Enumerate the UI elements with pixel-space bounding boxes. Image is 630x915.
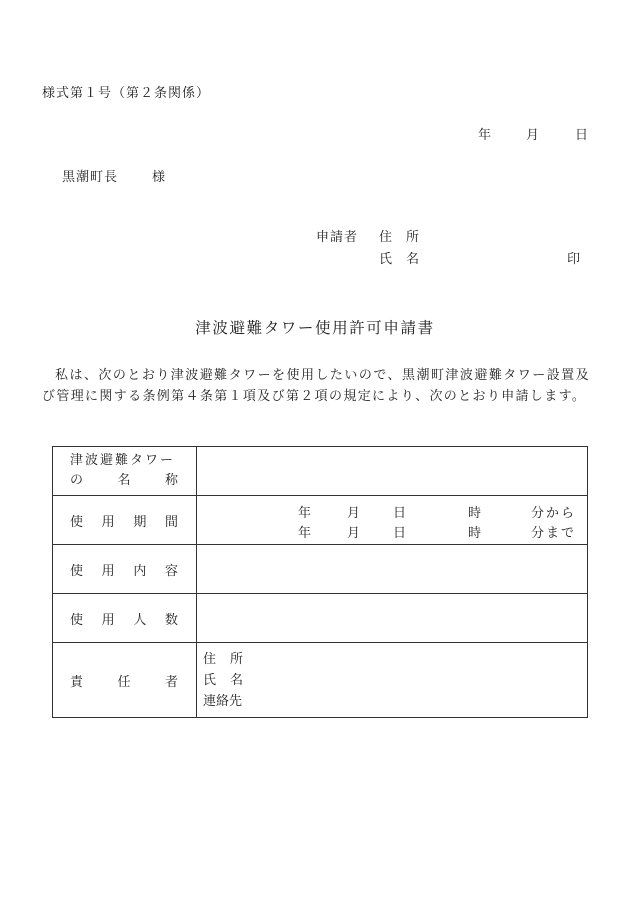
label-char: 使 xyxy=(70,514,84,530)
label-char: 任 xyxy=(117,674,131,690)
table-row-tower-name xyxy=(53,447,588,496)
period-from-year: 年 xyxy=(298,506,312,521)
period-from-month: 月 xyxy=(347,506,361,521)
period-from-day: 日 xyxy=(393,506,407,521)
addressee-name: 黒潮町長 xyxy=(62,170,119,185)
label-char: 内 xyxy=(133,563,147,579)
responsible-label xyxy=(70,671,178,690)
period-from-minute: 分から xyxy=(531,506,577,521)
period-input[interactable] xyxy=(197,496,588,545)
label-char: 用 xyxy=(101,612,115,628)
label-char: 用 xyxy=(101,563,115,579)
people-input[interactable] xyxy=(197,594,588,643)
period-label xyxy=(70,511,178,530)
period-to xyxy=(197,522,587,540)
tower-name-label-cell xyxy=(53,447,197,496)
date-day: 日 xyxy=(575,128,589,143)
label-char: 間 xyxy=(164,514,178,530)
seal-mark: 印 xyxy=(567,252,581,267)
responsible-contact-label: 連絡先 xyxy=(203,693,243,709)
period-to-month: 月 xyxy=(347,526,361,541)
label-char: 人 xyxy=(133,612,147,628)
responsible-address-label: 住所 xyxy=(203,651,258,667)
people-label-cell xyxy=(53,594,197,643)
label-char: 使 xyxy=(70,612,84,628)
addressee-honorific: 様 xyxy=(152,170,166,185)
content-label xyxy=(70,560,178,579)
label-char: 責 xyxy=(70,674,84,690)
label-char: 名 xyxy=(117,473,131,488)
period-to-day: 日 xyxy=(393,526,407,541)
content-label-cell xyxy=(53,545,197,594)
table-row-people xyxy=(53,594,588,643)
date-month: 月 xyxy=(526,128,540,143)
responsible-input[interactable] xyxy=(197,643,588,718)
label-char: 者 xyxy=(164,674,178,690)
period-label-cell xyxy=(53,496,197,545)
date-year: 年 xyxy=(478,128,492,143)
tower-name-label-line2 xyxy=(70,471,178,491)
document-title: 津波避難タワー使用許可申請書 xyxy=(195,319,435,337)
applicant-name-label: 氏名 xyxy=(379,252,434,267)
responsible-name-label: 氏名 xyxy=(203,672,258,688)
label-char: 数 xyxy=(164,612,178,628)
label-char: 容 xyxy=(164,563,178,579)
period-from-hour: 時 xyxy=(468,506,482,521)
responsible-label-cell xyxy=(53,643,197,718)
period-to-hour: 時 xyxy=(468,526,482,541)
label-char: 使 xyxy=(70,563,84,579)
table-row-period xyxy=(53,496,588,545)
label-char: 期 xyxy=(133,514,147,530)
people-label xyxy=(70,609,178,628)
tower-name-input[interactable] xyxy=(197,447,588,496)
application-table xyxy=(52,446,588,718)
date-line xyxy=(478,124,588,143)
applicant-label: 申請者 xyxy=(316,230,359,245)
content-input[interactable] xyxy=(197,545,588,594)
period-to-minute: 分まで xyxy=(531,526,577,541)
form-number: 様式第１号（第２条関係） xyxy=(42,86,211,101)
body-text: 私は、次のとおり津波避難タワーを使用したいので、黒潮町津波避難タワー設置及び管理に関する条例第４条第１項及び第２項の規定により、次のとおり申請します。 xyxy=(42,368,590,404)
table-row-content xyxy=(53,545,588,594)
label-char: 称 xyxy=(164,473,178,488)
period-to-year: 年 xyxy=(298,526,312,541)
applicant-address-label: 住所 xyxy=(379,230,434,245)
label-char: の xyxy=(70,473,84,488)
tower-name-label-line1: 津波避難タワー xyxy=(70,453,176,468)
addressee xyxy=(62,166,165,185)
label-char: 用 xyxy=(101,514,115,530)
table-row-responsible xyxy=(53,643,588,718)
period-from xyxy=(197,502,587,520)
